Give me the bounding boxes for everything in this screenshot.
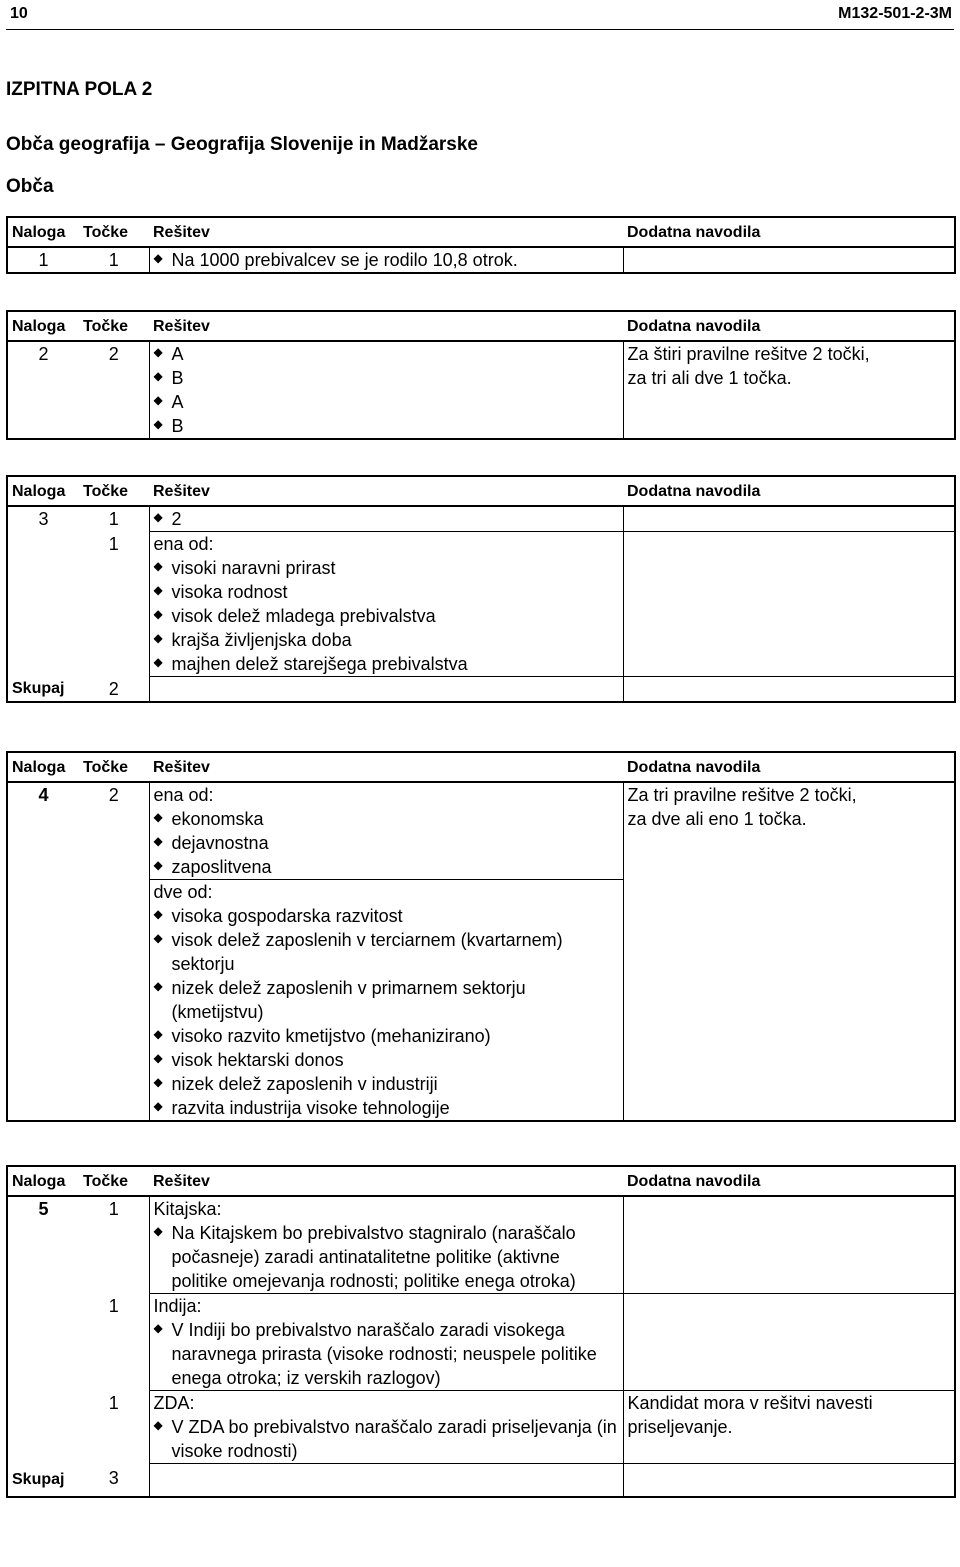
note-cell (623, 247, 955, 273)
note-cell (623, 1196, 955, 1294)
table-row (7, 506, 955, 532)
note-line: za tri ali dve 1 točka. (627, 368, 792, 388)
total-row (7, 1464, 955, 1497)
task-table-1 (6, 216, 956, 274)
task-table-4 (6, 751, 956, 1122)
task-points: 1 (108, 250, 119, 270)
page-subtitle: Obča geografija – Geografija Slovenije in Madžarske (6, 134, 478, 155)
page-title: IZPITNA POLA 2 (6, 79, 153, 100)
note-line: Kandidat mora v rešitvi navesti (627, 1393, 873, 1413)
solution-cell (149, 1196, 623, 1294)
bullet-icon: ◆ (153, 931, 163, 945)
bullet-icon: ◆ (153, 1051, 163, 1065)
task-table-5 (6, 1165, 956, 1498)
bullet-icon: ◆ (153, 369, 163, 383)
table-row (7, 1294, 955, 1391)
table-row (7, 1196, 955, 1294)
list-item: ◆ A (153, 344, 184, 364)
note-line: Za tri pravilne rešitve 2 točki, (627, 785, 857, 805)
col-navodila: Dodatna navodila (623, 311, 955, 341)
list-item: ◆ visok hektarski donos (153, 1050, 344, 1070)
bullet-icon: ◆ (153, 631, 163, 645)
list-item: ◆ razvita industrija visoke tehnologije (153, 1098, 450, 1118)
task-number: 1 (38, 250, 49, 270)
task-points: 2 (108, 344, 119, 364)
bullet-icon: ◆ (153, 1075, 163, 1089)
list-intro: dve od: (153, 882, 213, 902)
note-line: za dve ali eno 1 točka. (627, 809, 807, 829)
col-resitev: Rešitev (149, 217, 623, 247)
list-item: ◆ B (153, 368, 184, 388)
list-item: ◆ B (153, 416, 184, 436)
list-item: ◆ visok delež zaposlenih v terciarnem (kvartarnem) sektorju (153, 930, 563, 974)
bullet-icon: ◆ (153, 1418, 163, 1432)
list-intro: Indija: (153, 1296, 202, 1316)
col-navodila: Dodatna navodila (623, 476, 955, 506)
solution-cell (149, 247, 623, 273)
list-item: ◆ visok delež mladega prebivalstva (153, 606, 436, 626)
table-header (7, 476, 955, 506)
bullet-icon: ◆ (153, 345, 163, 359)
list-item: ◆ majhen delež starejšega prebivalstva (153, 654, 468, 674)
task-number: 2 (38, 344, 49, 364)
list-intro: ena od: (153, 534, 214, 554)
solution-cell (149, 880, 623, 1122)
bullet-icon: ◆ (153, 907, 163, 921)
bullet-icon: ◆ (153, 655, 163, 669)
total-row (7, 677, 955, 702)
list-item: ◆ visoka gospodarska razvitost (153, 906, 403, 926)
bullet-icon: ◆ (153, 1321, 163, 1335)
list-item: ◆ V ZDA bo prebivalstvo naraščalo zaradi priseljevanja (in visoke rodnosti) (153, 1417, 617, 1461)
exam-code: M132-501-2-3M (838, 5, 952, 22)
solution-cell (149, 782, 623, 880)
solution-cell (149, 506, 623, 532)
col-tocke: Točke (79, 311, 149, 341)
list-item: ◆ Na Kitajskem bo prebivalstvo stagniralo (naraščalo počasneje) zaradi antinatalitetne politike (aktivne politike omejevanja rodnosti; politike enega otroka) (153, 1223, 576, 1291)
task-points: 2 (108, 785, 119, 805)
col-navodila: Dodatna navodila (623, 1166, 955, 1196)
list-intro: Kitajska: (153, 1199, 222, 1219)
bullet-icon: ◆ (153, 1099, 163, 1113)
list-intro: ZDA: (153, 1393, 195, 1413)
total-points: 2 (108, 678, 119, 699)
total-label: Skupaj (12, 1470, 65, 1488)
col-naloga: Naloga (7, 476, 79, 506)
note-line: priseljevanje. (627, 1417, 733, 1437)
note-cell (623, 341, 955, 439)
note-cell (623, 506, 955, 532)
bullet-icon: ◆ (153, 559, 163, 573)
note-cell (623, 782, 955, 1121)
task-table-2 (6, 310, 956, 440)
table-header (7, 1166, 955, 1196)
bullet-icon: ◆ (153, 607, 163, 621)
list-item: ◆ ekonomska (153, 809, 264, 829)
page-header (6, 0, 954, 30)
bullet-icon: ◆ (153, 251, 163, 265)
col-resitev: Rešitev (149, 476, 623, 506)
list-intro: ena od: (153, 785, 214, 805)
bullet-icon: ◆ (153, 1224, 163, 1238)
col-naloga: Naloga (7, 752, 79, 782)
table-row (7, 247, 955, 273)
task-points: 1 (108, 1295, 119, 1316)
note-cell (623, 1294, 955, 1391)
col-naloga: Naloga (7, 217, 79, 247)
bullet-icon: ◆ (153, 834, 163, 848)
solution-cell (149, 532, 623, 677)
table-header (7, 752, 955, 782)
list-item: ◆ Na 1000 prebivalcev se je rodilo 10,8 otrok. (153, 250, 518, 270)
bullet-icon: ◆ (153, 979, 163, 993)
col-tocke: Točke (79, 217, 149, 247)
bullet-icon: ◆ (153, 858, 163, 872)
list-item: ◆ krajša življenjska doba (153, 630, 352, 650)
col-naloga: Naloga (7, 311, 79, 341)
table-row (7, 782, 955, 880)
col-resitev: Rešitev (149, 1166, 623, 1196)
col-tocke: Točke (79, 476, 149, 506)
list-item: ◆ nizek delež zaposlenih v industriji (153, 1074, 438, 1094)
task-number: 4 (38, 785, 49, 805)
col-naloga: Naloga (7, 1166, 79, 1196)
bullet-icon: ◆ (153, 583, 163, 597)
task-points: 1 (108, 1199, 119, 1219)
note-cell (623, 532, 955, 677)
table-header (7, 311, 955, 341)
total-points: 3 (108, 1467, 119, 1488)
col-resitev: Rešitev (149, 752, 623, 782)
page-number: 10 (10, 5, 28, 22)
table-row (7, 341, 955, 439)
table-row (7, 532, 955, 677)
task-points: 1 (108, 1392, 119, 1413)
task-number: 3 (38, 509, 49, 529)
bullet-icon: ◆ (153, 417, 163, 431)
table-header (7, 217, 955, 247)
bullet-icon: ◆ (153, 1027, 163, 1041)
list-item: ◆ V Indiji bo prebivalstvo naraščalo zaradi visokega naravnega prirasta (visoke rodnosti; neuspele politike enega otroka; iz verskih razlogov) (153, 1320, 597, 1388)
col-navodila: Dodatna navodila (623, 217, 955, 247)
solution-cell (149, 341, 623, 439)
bullet-icon: ◆ (153, 393, 163, 407)
col-resitev: Rešitev (149, 311, 623, 341)
list-item: ◆ nizek delež zaposlenih v primarnem sektorju (kmetijstvu) (153, 978, 526, 1022)
list-item: ◆ zaposlitvena (153, 857, 272, 877)
list-item: ◆ A (153, 392, 184, 412)
list-item: ◆ visoki naravni prirast (153, 558, 336, 578)
total-label: Skupaj (12, 679, 65, 697)
solution-cell (149, 1294, 623, 1391)
col-tocke: Točke (79, 1166, 149, 1196)
col-navodila: Dodatna navodila (623, 752, 955, 782)
task-number: 5 (38, 1199, 49, 1219)
task-points: 1 (108, 533, 119, 554)
note-line: Za štiri pravilne rešitve 2 točki, (627, 344, 870, 364)
bullet-icon: ◆ (153, 810, 163, 824)
note-cell (623, 1391, 955, 1464)
list-item: ◆ 2 (153, 509, 182, 529)
bullet-icon: ◆ (153, 510, 163, 524)
list-item: ◆ visoko razvito kmetijstvo (mehanizirano) (153, 1026, 491, 1046)
task-table-3 (6, 475, 956, 703)
list-item: ◆ visoka rodnost (153, 582, 288, 602)
list-item: ◆ dejavnostna (153, 833, 269, 853)
section-heading: Obča (6, 176, 54, 197)
solution-cell (149, 1391, 623, 1464)
table-row (7, 1391, 955, 1464)
col-tocke: Točke (79, 752, 149, 782)
task-points: 1 (108, 509, 119, 529)
